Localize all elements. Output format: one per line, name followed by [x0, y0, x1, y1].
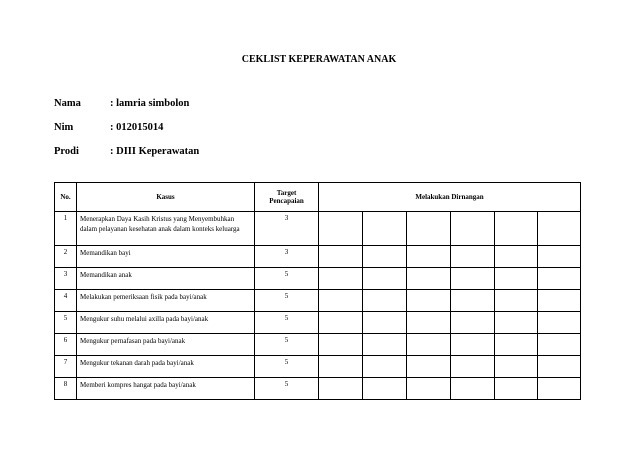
header-target — [255, 183, 319, 212]
header-no: No. — [55, 183, 77, 212]
check-cell[interactable] — [495, 334, 538, 356]
cell-target: 5 — [255, 334, 319, 356]
check-cell[interactable] — [363, 378, 407, 400]
table-row — [55, 212, 581, 246]
table-row — [55, 290, 581, 312]
cell-kasus: Melakukan pemeriksaan fisik pada bayi/anak — [77, 290, 255, 312]
check-cell[interactable] — [451, 290, 495, 312]
check-cell[interactable] — [538, 312, 581, 334]
cell-no: 6 — [55, 334, 77, 356]
header-target-line2: Pencapaian — [269, 197, 304, 205]
check-cell[interactable] — [495, 290, 538, 312]
check-cell[interactable] — [319, 246, 363, 268]
check-cell[interactable] — [538, 334, 581, 356]
table-row — [55, 378, 581, 400]
check-cell[interactable] — [407, 268, 451, 290]
document-title: CEKLIST KEPERAWATAN ANAK — [241, 54, 397, 65]
field-prodi-value: : DIII Keperawatan — [110, 146, 200, 157]
cell-kasus: Mengukur suhu melalui axilla pada bayi/anak — [77, 312, 255, 334]
cell-no: 2 — [55, 246, 77, 268]
field-nama-label: Nama — [54, 98, 81, 109]
cell-no: 7 — [55, 356, 77, 378]
cell-target: 5 — [255, 312, 319, 334]
table-row — [55, 268, 581, 290]
check-cell[interactable] — [451, 246, 495, 268]
check-cell[interactable] — [451, 356, 495, 378]
check-cell[interactable] — [495, 312, 538, 334]
cell-no: 1 — [55, 212, 77, 246]
check-cell[interactable] — [319, 312, 363, 334]
check-cell[interactable] — [407, 334, 451, 356]
check-cell[interactable] — [363, 246, 407, 268]
cell-kasus: Menerapkan Daya Kasih Kristus yang Menyembuhkan dalam pelayanan kesehatan anak dalam konteks keluarga — [77, 212, 255, 246]
check-cell[interactable] — [363, 312, 407, 334]
check-cell[interactable] — [407, 290, 451, 312]
check-cell[interactable] — [495, 246, 538, 268]
check-cell[interactable] — [319, 378, 363, 400]
cell-kasus: Mengukur tekanan darah pada bayi/anak — [77, 356, 255, 378]
check-cell[interactable] — [363, 268, 407, 290]
cell-target: 3 — [255, 212, 319, 246]
check-cell[interactable] — [363, 334, 407, 356]
check-cell[interactable] — [538, 378, 581, 400]
check-cell[interactable] — [451, 212, 495, 246]
header-kasus: Kasus — [77, 183, 255, 212]
check-cell[interactable] — [495, 378, 538, 400]
checklist-table — [54, 182, 581, 400]
check-cell[interactable] — [451, 378, 495, 400]
check-cell[interactable] — [538, 290, 581, 312]
check-cell[interactable] — [363, 212, 407, 246]
cell-no: 3 — [55, 268, 77, 290]
table-row — [55, 334, 581, 356]
check-cell[interactable] — [538, 268, 581, 290]
check-cell[interactable] — [538, 356, 581, 378]
check-cell[interactable] — [407, 356, 451, 378]
cell-kasus: Mengukur pernafasan pada bayi/anak — [77, 334, 255, 356]
check-cell[interactable] — [495, 356, 538, 378]
check-cell[interactable] — [319, 268, 363, 290]
check-cell[interactable] — [495, 268, 538, 290]
check-cell[interactable] — [407, 246, 451, 268]
check-cell[interactable] — [407, 378, 451, 400]
check-cell[interactable] — [407, 312, 451, 334]
cell-target: 5 — [255, 290, 319, 312]
check-cell[interactable] — [451, 334, 495, 356]
field-nim-label: Nim — [54, 122, 74, 133]
table-row — [55, 312, 581, 334]
check-cell[interactable] — [451, 312, 495, 334]
check-cell[interactable] — [538, 246, 581, 268]
cell-target: 5 — [255, 356, 319, 378]
header-melakukan: Melakukan Dirnangan — [319, 183, 581, 212]
check-cell[interactable] — [495, 212, 538, 246]
cell-no: 5 — [55, 312, 77, 334]
cell-kasus: Memberi kompres hangat pada bayi/anak — [77, 378, 255, 400]
cell-target: 5 — [255, 268, 319, 290]
check-cell[interactable] — [538, 212, 581, 246]
cell-target: 3 — [255, 246, 319, 268]
cell-kasus: Memandikan anak — [77, 268, 255, 290]
check-cell[interactable] — [319, 356, 363, 378]
check-cell[interactable] — [363, 356, 407, 378]
field-nama — [54, 98, 189, 109]
check-cell[interactable] — [407, 212, 451, 246]
check-cell[interactable] — [319, 290, 363, 312]
field-prodi — [54, 146, 199, 157]
check-cell[interactable] — [363, 290, 407, 312]
table-row — [55, 356, 581, 378]
field-nim — [54, 122, 163, 133]
check-cell[interactable] — [319, 212, 363, 246]
check-cell[interactable] — [451, 268, 495, 290]
field-nama-value: : lamria simbolon — [110, 98, 190, 109]
cell-target: 5 — [255, 378, 319, 400]
table-row — [55, 246, 581, 268]
field-prodi-label: Prodi — [54, 146, 79, 157]
cell-kasus: Memandikan bayi — [77, 246, 255, 268]
field-nim-value: : 012015014 — [110, 122, 164, 133]
table-header-row — [55, 183, 581, 212]
cell-no: 4 — [55, 290, 77, 312]
check-cell[interactable] — [319, 334, 363, 356]
header-target-line1: Target — [276, 189, 297, 197]
cell-no: 8 — [55, 378, 77, 400]
